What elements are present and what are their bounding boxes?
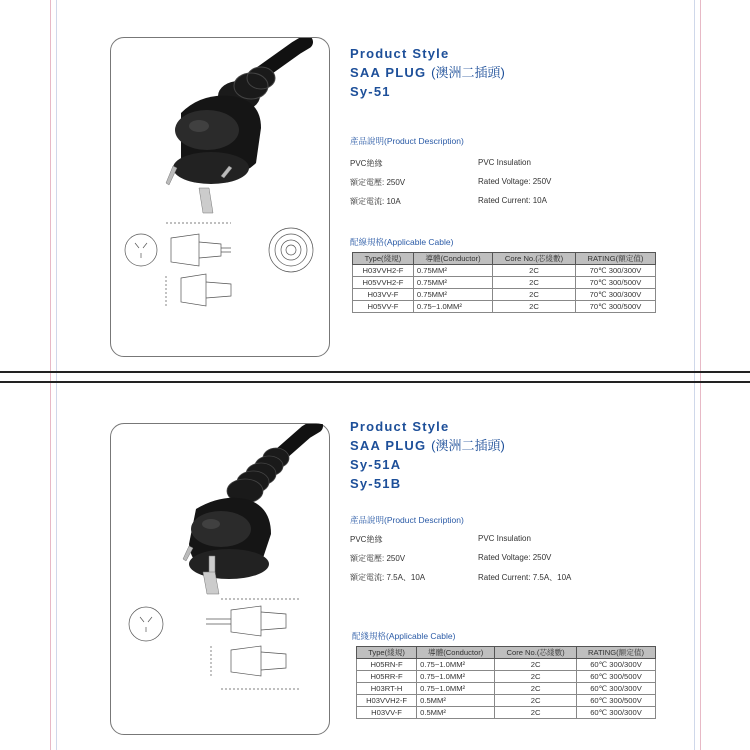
- column-header: 導體(Conductor): [413, 253, 492, 265]
- table-row: [353, 289, 656, 301]
- column-header: Core No.(芯綫數): [493, 253, 576, 265]
- table-row: [357, 671, 656, 683]
- column-header: Core No.(芯綫數): [495, 647, 577, 659]
- model-number: Sy-51: [350, 84, 391, 99]
- table-cell: 60℃ 300/300V: [577, 683, 656, 695]
- spec-left-current: 額定電流: 10A: [350, 197, 401, 206]
- table-cell: 60℃ 300/500V: [577, 671, 656, 683]
- table-row: [353, 277, 656, 289]
- spec-right-insulation: PVC Insulation: [478, 158, 531, 167]
- plug-name-en: SAA PLUG: [350, 438, 427, 453]
- table-cell: 0.75MM²: [413, 277, 492, 289]
- table-cell: 0.75~1.0MM²: [417, 671, 495, 683]
- spec-left-insulation: PVC絶緣: [350, 159, 383, 168]
- description-heading: 產品說明(Product Description): [350, 136, 464, 146]
- table-header-row: [357, 647, 656, 659]
- spec-right-current: Rated Current: 7.5A、10A: [478, 573, 572, 582]
- spec-left-insulation: PVC絶緣: [350, 535, 383, 544]
- margin-line-left: [50, 0, 51, 750]
- table-cell: 2C: [495, 695, 577, 707]
- table-cell: 70℃ 300/500V: [575, 301, 655, 313]
- column-header: RATING(額定值): [577, 647, 656, 659]
- product-image-card: [110, 423, 330, 735]
- table-cell: 60℃ 300/300V: [577, 659, 656, 671]
- spec-right-voltage: Rated Voltage: 250V: [478, 553, 552, 562]
- table-cell: H05RR-F: [357, 671, 417, 683]
- margin-line-left-inner: [56, 0, 57, 750]
- column-header: 導體(Conductor): [417, 647, 495, 659]
- cable-spec-table: [356, 646, 656, 719]
- product-title: [350, 417, 505, 493]
- table-row: [357, 683, 656, 695]
- table-cell: 2C: [493, 265, 576, 277]
- table-cell: H03VVH2-F: [357, 695, 417, 707]
- description-heading: 產品說明(Product Description): [350, 515, 464, 525]
- table-cell: 0.75~1.0MM²: [417, 659, 495, 671]
- section-divider-bottom: [0, 381, 750, 383]
- model-number: Sy-51B: [350, 476, 402, 491]
- plug-name-en: SAA PLUG: [350, 65, 427, 80]
- title-plug-line: [350, 436, 505, 455]
- table-cell: 2C: [493, 301, 576, 313]
- column-header: Type(綫規): [353, 253, 414, 265]
- table-row: [357, 695, 656, 707]
- column-header: Type(綫規): [357, 647, 417, 659]
- title-line: Product Style: [350, 46, 450, 61]
- table-cell: 2C: [493, 289, 576, 301]
- table-row: [357, 707, 656, 719]
- table-cell: H05RN-F: [357, 659, 417, 671]
- table-cell: H03VV-F: [353, 289, 414, 301]
- table-cell: 0.5MM²: [417, 695, 495, 707]
- spec-left-voltage: 額定電壓: 250V: [350, 554, 406, 563]
- table-cell: 0.5MM²: [417, 707, 495, 719]
- table-cell: 0.75MM²: [413, 265, 492, 277]
- spec-right-current: Rated Current: 10A: [478, 196, 547, 205]
- table-cell: 70℃ 300/500V: [575, 277, 655, 289]
- column-header: RATING(額定值): [575, 253, 655, 265]
- table-cell: 60℃ 300/300V: [577, 707, 656, 719]
- product-image-card: [110, 37, 330, 357]
- title-plug-line: [350, 63, 505, 82]
- table-cell: H05VVH2-F: [353, 277, 414, 289]
- table-cell: 0.75~1.0MM²: [417, 683, 495, 695]
- table-row: [353, 265, 656, 277]
- model-number: Sy-51A: [350, 457, 402, 472]
- margin-line-right: [700, 0, 701, 750]
- table-cell: 2C: [495, 671, 577, 683]
- table-cell: H05VV-F: [353, 301, 414, 313]
- product-title: [350, 44, 505, 101]
- plug-name-cn: (澳洲二插頭): [431, 438, 505, 453]
- table-cell: 2C: [495, 683, 577, 695]
- table-cell: H03VV-F: [357, 707, 417, 719]
- table-cell: 70℃ 300/300V: [575, 289, 655, 301]
- table-cell: 70℃ 300/300V: [575, 265, 655, 277]
- plug-name-cn: (澳洲二插頭): [431, 65, 505, 80]
- plug-illustration: [111, 424, 329, 734]
- title-line: Product Style: [350, 419, 450, 434]
- table-cell: 0.75MM²: [413, 289, 492, 301]
- table-row: [357, 659, 656, 671]
- table-cell: H03VVH2-F: [353, 265, 414, 277]
- spec-right-voltage: Rated Voltage: 250V: [478, 177, 552, 186]
- table-cell: 2C: [495, 659, 577, 671]
- spec-left-voltage: 額定電壓: 250V: [350, 178, 406, 187]
- spec-right-insulation: PVC Insulation: [478, 534, 531, 543]
- margin-line-right-inner: [694, 0, 695, 750]
- table-row: [353, 301, 656, 313]
- table-cell: 60℃ 300/500V: [577, 695, 656, 707]
- section-divider-top: [0, 371, 750, 373]
- table-cell: H03RT-H: [357, 683, 417, 695]
- table-header-row: [353, 253, 656, 265]
- table-cell: 2C: [493, 277, 576, 289]
- cable-heading: 配線規格(Applicable Cable): [350, 237, 454, 247]
- spec-left-current: 額定電流: 7.5A、10A: [350, 573, 426, 582]
- plug-illustration: [111, 38, 329, 356]
- table-cell: 2C: [495, 707, 577, 719]
- cable-heading: 配綫規格(Applicable Cable): [352, 631, 456, 641]
- table-cell: 0.75~1.0MM²: [413, 301, 492, 313]
- cable-spec-table: [352, 252, 656, 313]
